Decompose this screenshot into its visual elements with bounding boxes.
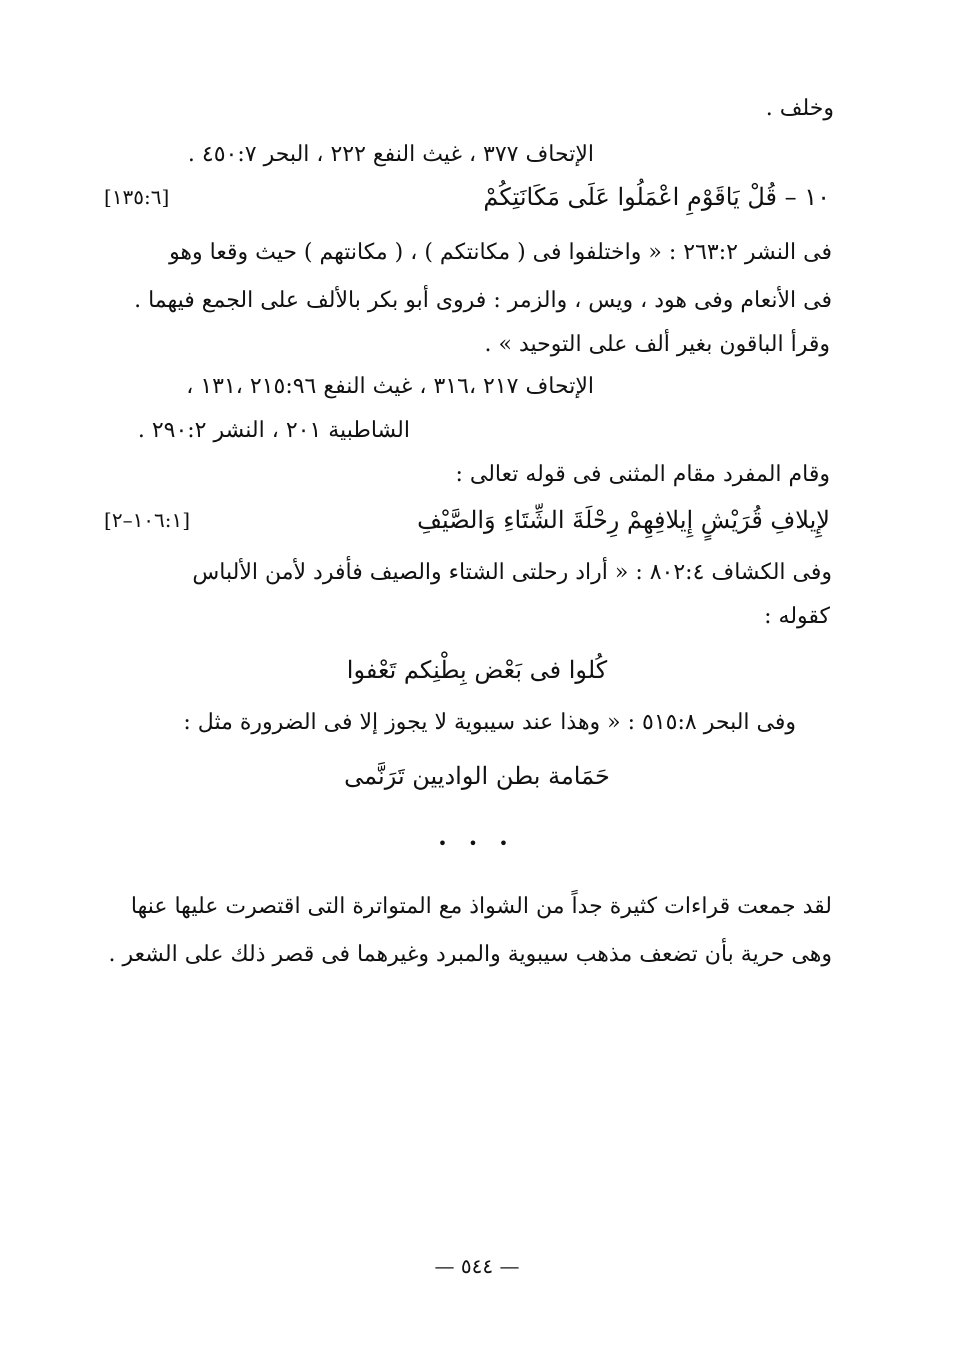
text-line-conclusion-2: وهى حرية بأن تضعف مذهب سيبوية والمبرد وغيرهما فى قصر ذلك على الشعر . xyxy=(108,942,832,967)
quran-verse-quraysh: لإِيلافِ قُرَيْشٍ إِيلافِهِمْ رِحْلَةَ الشِّتَاءِ وَالصَّيْفِ xyxy=(417,506,830,534)
text-line-kaqawlihi: كقوله : xyxy=(764,604,830,629)
section-separator: • • • xyxy=(437,834,517,853)
text-line-bahr: وفى البحر ٥١٥:٨ : « وهذا عند سيبوية لا يجوز إلا فى الضرورة مثل : xyxy=(183,710,796,735)
verse-reference-quraysh: [١٠٦:١–٢] xyxy=(104,508,191,532)
verse-reference: [١٣٥:٦] xyxy=(104,185,170,209)
reference-line-ithaf-2: الإتحاف ٢١٧ ،٣١٦ ، غيث النفع ٢١٥:٩٦ ،١٣١ ، xyxy=(186,374,594,399)
text-line-mufrad: وقام المفرد مقام المثنى فى قوله تعالى : xyxy=(455,462,830,487)
text-line-baqun: وقرأ الباقون بغير ألف على التوحيد » . xyxy=(484,332,830,357)
poetry-verse-2: حَمَامة بطن الواديين تَرَنَّمى xyxy=(344,762,610,790)
text-line-khalaf: وخلف . xyxy=(765,96,834,121)
quran-verse-line: ١٠ – قُلْ يَاقَوْمِ اعْمَلُوا عَلَى مَكَانَتِكُمْ xyxy=(483,183,830,211)
text-line-anam: فى الأنعام وفى هود ، ويس ، والزمر : فروى أبو بكر بالألف على الجمع فيهما . xyxy=(134,288,832,313)
text-line-conclusion-1: لقد جمعت قراءات كثيرة جداً من الشواذ مع المتواترة التى اقتصرت عليها عنها xyxy=(130,894,832,919)
text-line-kashshaf: وفى الكشاف ٨٠٢:٤ : « أراد رحلتى الشتاء والصيف فأفرد لأمن الألباس xyxy=(192,560,832,585)
poetry-verse-1: كُلوا فى بَعْض بِطْنِكم تَعْفوا xyxy=(346,656,608,684)
reference-line-ithaf: الإتحاف ٣٧٧ ، غيث النفع ٢٢٢ ، البحر ٤٥٠:٧ . xyxy=(187,142,594,167)
page-number: — ٥٤٤ — xyxy=(434,1254,520,1278)
reference-line-shatibiyya: الشاطبية ٢٠١ ، النشر ٢٩٠:٢ . xyxy=(137,418,410,443)
text-line-nashr: فى النشر ٢٦٣:٢ : « واختلفوا فى ( مكانتكم ) ، ( مكانتهم ) حيث وقعا وهو xyxy=(169,240,832,265)
